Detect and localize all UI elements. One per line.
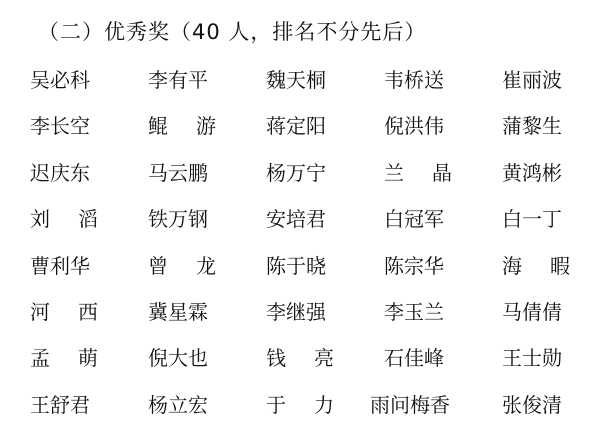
name-cell: 张俊清 bbox=[502, 392, 562, 417]
name-cell: 倪洪伟 bbox=[384, 114, 444, 139]
name-cell bbox=[30, 296, 98, 342]
name-cell bbox=[30, 342, 98, 388]
name-cell: 杨万宁 bbox=[266, 160, 326, 185]
name-cell: 魏天桐 bbox=[266, 68, 326, 92]
name-char: 鲲 bbox=[148, 114, 168, 139]
name-char: 暇 bbox=[550, 253, 570, 278]
name-cell bbox=[148, 250, 216, 296]
name-char: 萌 bbox=[78, 346, 98, 371]
name-cell bbox=[266, 389, 334, 435]
section-heading: （二）优秀奖（40 人，排名不分先后） bbox=[38, 20, 427, 44]
name-cell: 杨立宏 bbox=[148, 392, 208, 417]
name-char: 力 bbox=[314, 392, 334, 417]
name-cell: 石佳峰 bbox=[384, 346, 444, 371]
name-cell bbox=[148, 110, 216, 156]
name-char: 亮 bbox=[314, 346, 334, 371]
name-cell: 马云鹏 bbox=[148, 160, 208, 185]
names-grid bbox=[30, 64, 590, 435]
name-cell: 韦桥送 bbox=[384, 68, 444, 92]
name-cell bbox=[502, 250, 570, 296]
name-cell: 蒋定阳 bbox=[266, 114, 326, 139]
name-char: 晶 bbox=[432, 160, 452, 185]
name-cell: 李有平 bbox=[148, 68, 208, 92]
name-cell: 李长空 bbox=[30, 114, 90, 139]
name-cell: 白冠军 bbox=[384, 207, 444, 232]
name-char: 钱 bbox=[266, 346, 286, 371]
name-cell: 崔丽波 bbox=[502, 68, 562, 92]
name-cell: 李玉兰 bbox=[384, 299, 444, 324]
name-cell: 吴必科 bbox=[30, 68, 90, 92]
name-char: 兰 bbox=[384, 160, 404, 185]
name-cell: 陈宗华 bbox=[384, 253, 444, 278]
name-char: 于 bbox=[266, 392, 286, 417]
name-char: 海 bbox=[502, 253, 522, 278]
name-cell bbox=[266, 342, 334, 388]
name-cell: 迟庆东 bbox=[30, 160, 90, 185]
name-cell: 王舒君 bbox=[30, 392, 90, 417]
name-char: 滔 bbox=[78, 207, 98, 232]
name-cell: 倪大也 bbox=[148, 346, 208, 371]
name-cell: 冀星霖 bbox=[148, 299, 208, 324]
name-cell: 李继强 bbox=[266, 299, 326, 324]
name-char: 刘 bbox=[30, 207, 50, 232]
name-cell bbox=[30, 203, 98, 249]
name-cell bbox=[384, 157, 452, 203]
name-char: 龙 bbox=[196, 253, 216, 278]
name-cell: 黄鸿彬 bbox=[502, 160, 562, 185]
name-cell: 曹利华 bbox=[30, 253, 90, 278]
name-cell: 白一丁 bbox=[502, 207, 562, 232]
name-cell: 马倩倩 bbox=[502, 299, 562, 324]
name-cell: 雨问梅香 bbox=[370, 392, 450, 417]
name-char: 曾 bbox=[148, 253, 168, 278]
name-char: 游 bbox=[196, 114, 216, 139]
name-char: 河 bbox=[30, 299, 50, 324]
name-cell: 蒲黎生 bbox=[502, 114, 562, 139]
name-cell: 铁万钢 bbox=[148, 207, 208, 232]
name-char: 孟 bbox=[30, 346, 50, 371]
name-char: 西 bbox=[78, 299, 98, 324]
name-cell: 王士勋 bbox=[502, 346, 562, 371]
name-cell: 安培君 bbox=[266, 207, 326, 232]
name-cell: 陈于晓 bbox=[266, 253, 326, 278]
